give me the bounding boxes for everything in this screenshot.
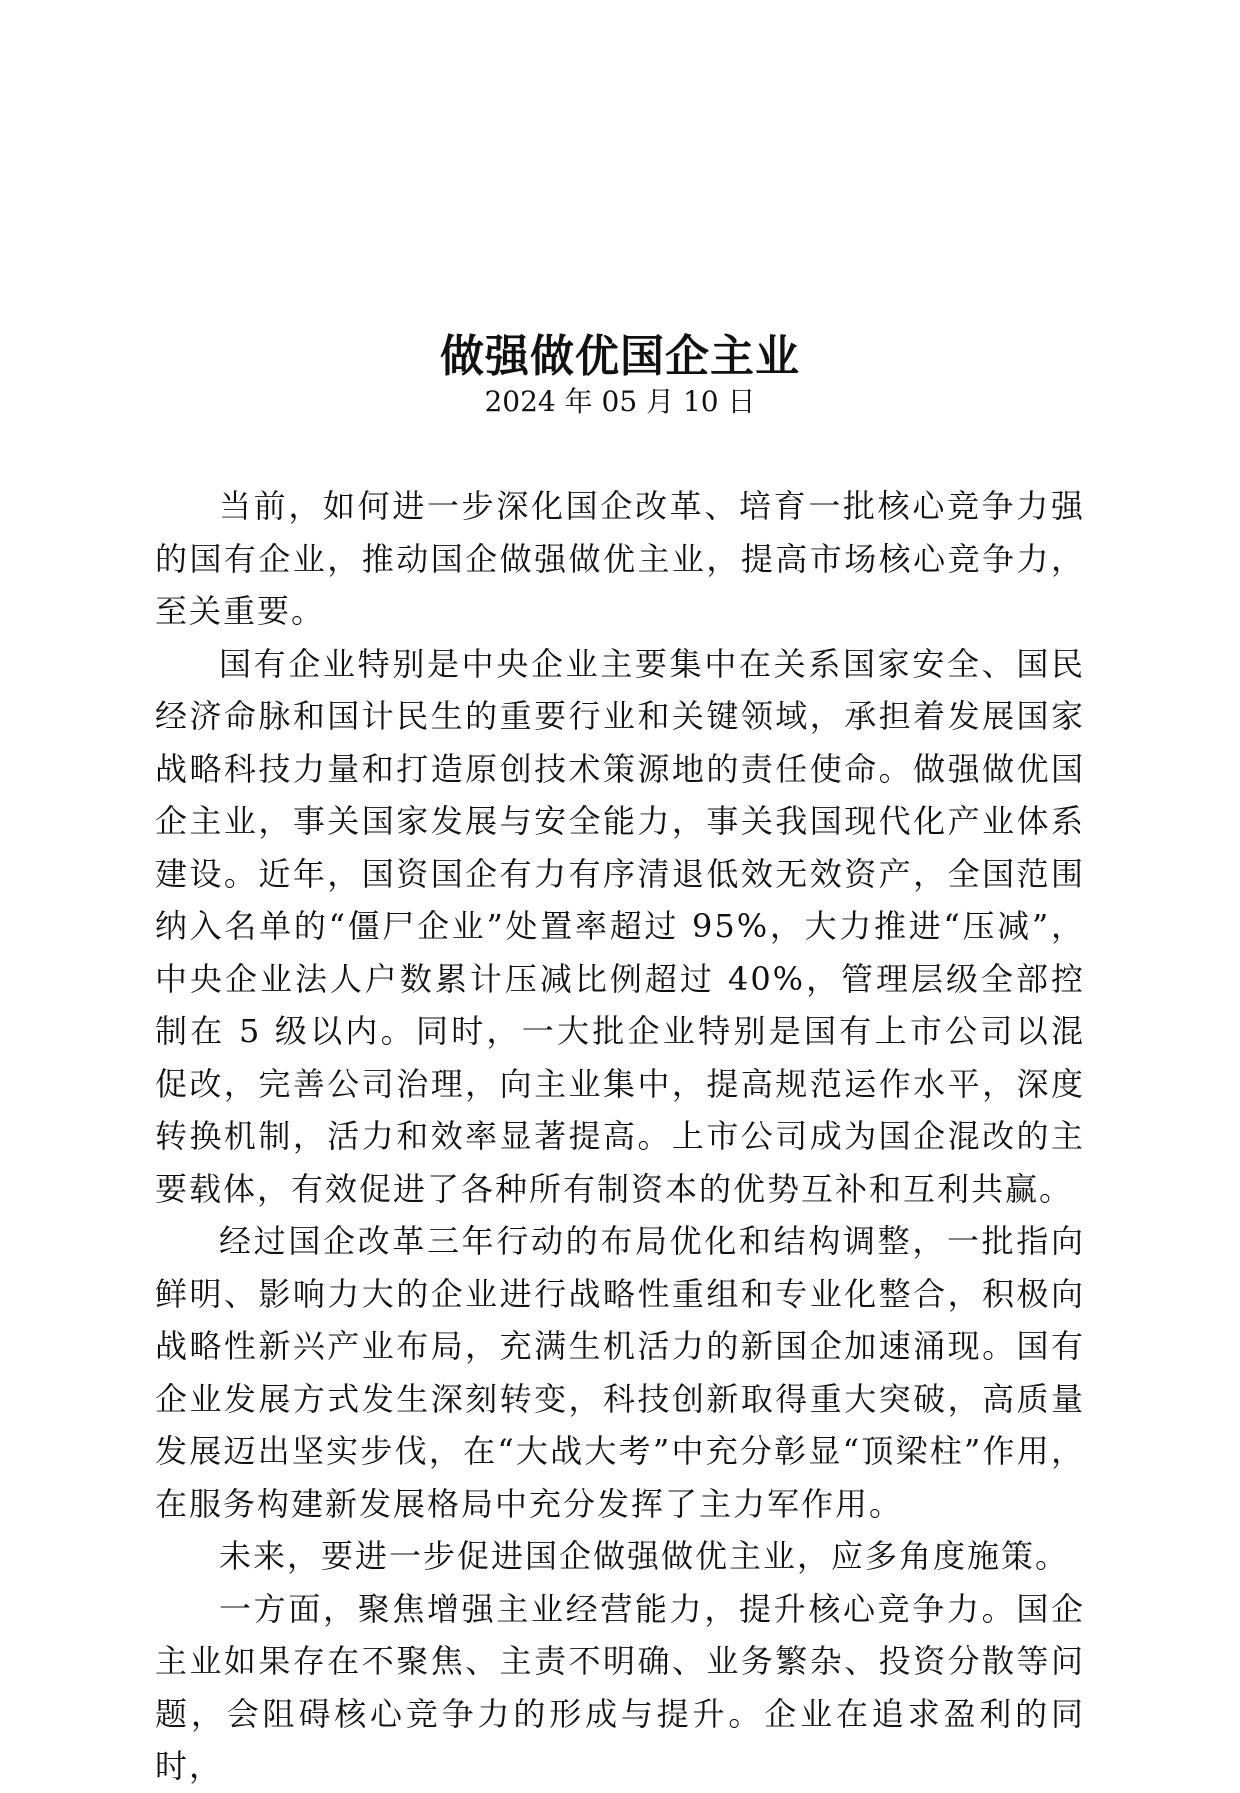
article-date: 2024 年 05 月 10 日 [484, 385, 756, 418]
paragraph: 国有企业特别是中央企业主要集中在关系国家安全、国民经济命脉和国计民生的重要行业和关键领域，承担着发展国家战略科技力量和打造原创技术策源地的责任使命。做强做优国企主业，事关国家发展与安全能力，事关我国现代化产业体系建设。近年，国资国企有力有序清退低效无效资产，全国范围纳入名单的“僵尸企业”处置率超过 95%，大力推进“压减”，中央企业法人户数累计压减比例超过 40%，管理层级全部控制在 5 级以内。同时，一大批企业特别是国有上市公司以混促改，完善公司治理，向主业集中，提高规范运作水平，深度转换机制，活力和效率显著提高。上市公司成为国企混改的主要载体，有效促进了各种所有制资本的优势互补和互利共赢。 [155, 644, 1085, 1208]
article-title: 做强做优国企主业 [440, 331, 800, 383]
paragraph: 经过国企改革三年行动的布局优化和结构调整，一批指向鲜明、影响力大的企业进行战略性重组和专业化整合，积极向战略性新兴产业布局，充满生机活力的新国企加速涌现。国有企业发展方式发生深刻转变，科技创新取得重大突破，高质量发展迈出坚实步伐，在“大战大考”中充分彰显“顶梁柱”作用，在服务构建新发展格局中充分发挥了主力军作用。 [155, 1222, 1085, 1523]
paragraph: 未来，要进一步促进国企做强做优主业，应多角度施策。 [219, 1537, 1070, 1575]
paragraph: 当前，如何进一步深化国企改革、培育一批核心竞争力强的国有企业，推动国企做强做优主业，提高市场核心竞争力，至关重要。 [155, 487, 1085, 630]
paragraph: 一方面，聚焦增强主业经营能力，提升核心竞争力。国企主业如果存在不聚焦、主责不明确、业务繁杂、投资分散等问题，会阻碍核心竞争力的形成与提升。企业在追求盈利的同时， [155, 1589, 1085, 1785]
article-body [155, 480, 1085, 1793]
